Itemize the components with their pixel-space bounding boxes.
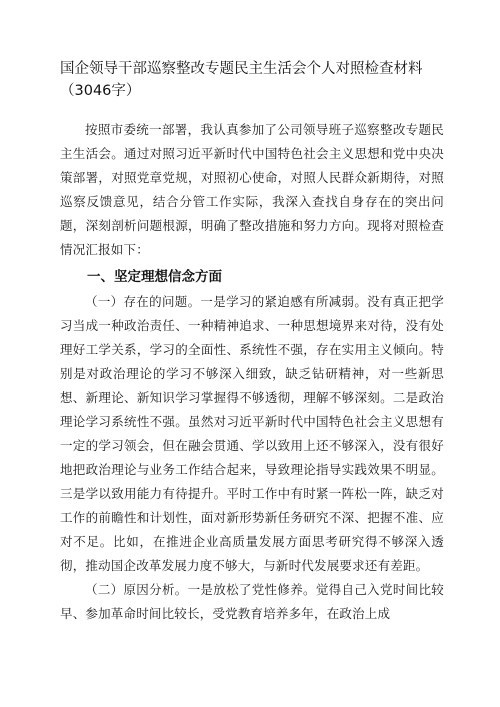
document-title: 国企领导干部巡察整改专题民主生活会个人对照检查材料（3046字）: [60, 61, 423, 99]
intro-paragraph: 按照市委统一部署，我认真参加了公司领导班子巡察整改专题民主生活会。通过对照习近平新时代中国特色社会主义思想和党中央决策部署，对照党章党规，对照初心使命，对照人民群众新期待，对照巡察反馈意见，结合分管工作实际，我深入查找自身存在的突出问题，深刻剖析问题根源，明确了整改措施和努力方向。现将对照检查情况汇报如下：: [60, 122, 444, 257]
section-heading: 一、坚定理想信念方面: [87, 269, 222, 285]
problems-paragraph: （一）存在的问题。一是学习的紧迫感有所减弱。没有真正把学习当成一种政治责任、一种精神追求、一种思想境界来对待，没有处理好工学关系，学习的全面性、系统性不强，存在实用主义倾向。特别是对政治理论的学习不够深入细致，缺乏钻研精神，对一些新思想、新理论、新知识学习掌握得不够透彻，理解不够深刻。二是政治理论学习系统性不强。虽然对习近平新时代中国特色社会主义思想有一定的学习领会，但在融会贯通、学以致用上还不够深入，没有很好地把政治理论与业务工作结合起来，导致理论指导实践效果不明显。三是学以致用能力有待提升。平时工作中有时紧一阵松一阵，缺乏对工作的前瞻性和计划性，面对新形势新任务研究不深、把握不准、应对不足。比如，在推进企业高质量发展方面思考研究得不够深入透彻，推动国企改革发展力度不够大，与新时代发展要求还有差距。: [60, 294, 444, 573]
causes-paragraph: （二）原因分析。一是放松了党性修养。觉得自己入党时间比较早、参加革命时间比较长，受党教育培养多年，在政治上成: [60, 582, 444, 621]
